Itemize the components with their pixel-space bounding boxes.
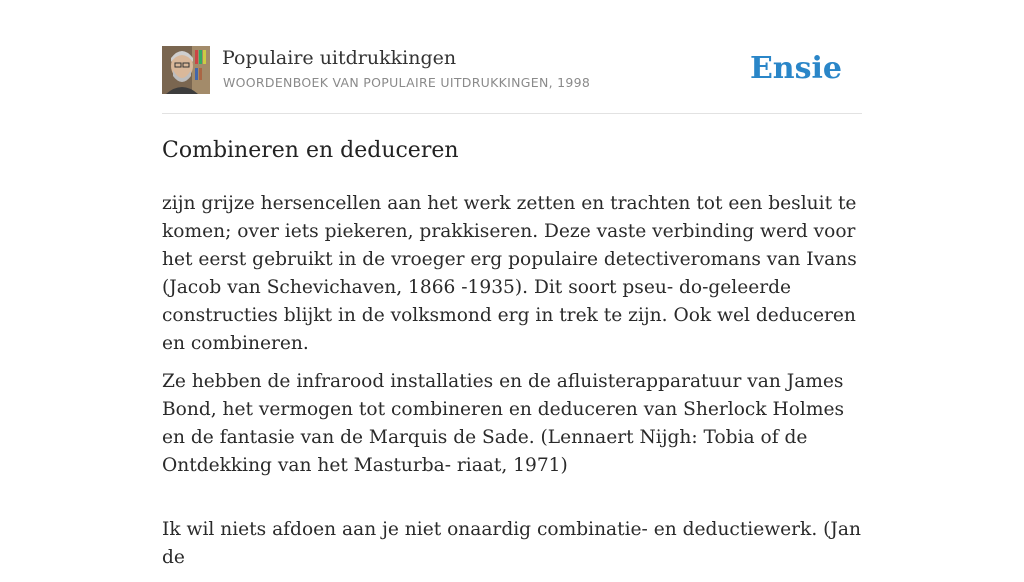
author-avatar[interactable] [162,46,210,94]
author-portrait-icon [162,46,210,94]
entry-body [162,190,862,582]
header-divider [162,113,862,114]
entry-header [162,46,862,96]
page-title: Combineren en deduceren [162,138,459,163]
brand-logo[interactable]: Ensie [749,51,842,86]
source-title[interactable]: Populaire uitdrukkingen [222,47,457,69]
quote-paragraph: Ik wil niets afdoen aan je niet onaardig combinatie- en deductiewerk. (Jan de [162,519,861,568]
source-subtitle[interactable]: WOORDENBOEK VAN POPULAIRE UITDRUKKINGEN, 1998 [223,75,591,90]
definition-paragraph: zijn grijze hersencellen aan het werk zetten en trachten tot een besluit te komen; over iets piekeren, prakkiseren. Deze vaste verbinding werd voor het eerst gebruikt in de vroeger erg populaire detectiveromans van Ivans (Jacob van Schevichaven, 1866 -1935). Dit soort pseu- do-geleerde constructies blijkt in de volksmond erg in trek te zijn. Ook wel deduceren en combineren. [162,193,857,354]
quote-paragraph: Ze hebben de infrarood installaties en de afluisterapparatuur van James Bond, het vermogen tot combineren en deduceren van Sherlock Holmes en de fantasie van de Marquis de Sade. (Lennaert Nijgh: Tobia of de Ontdekking van het Masturba- riaat, 1971) [162,371,845,476]
